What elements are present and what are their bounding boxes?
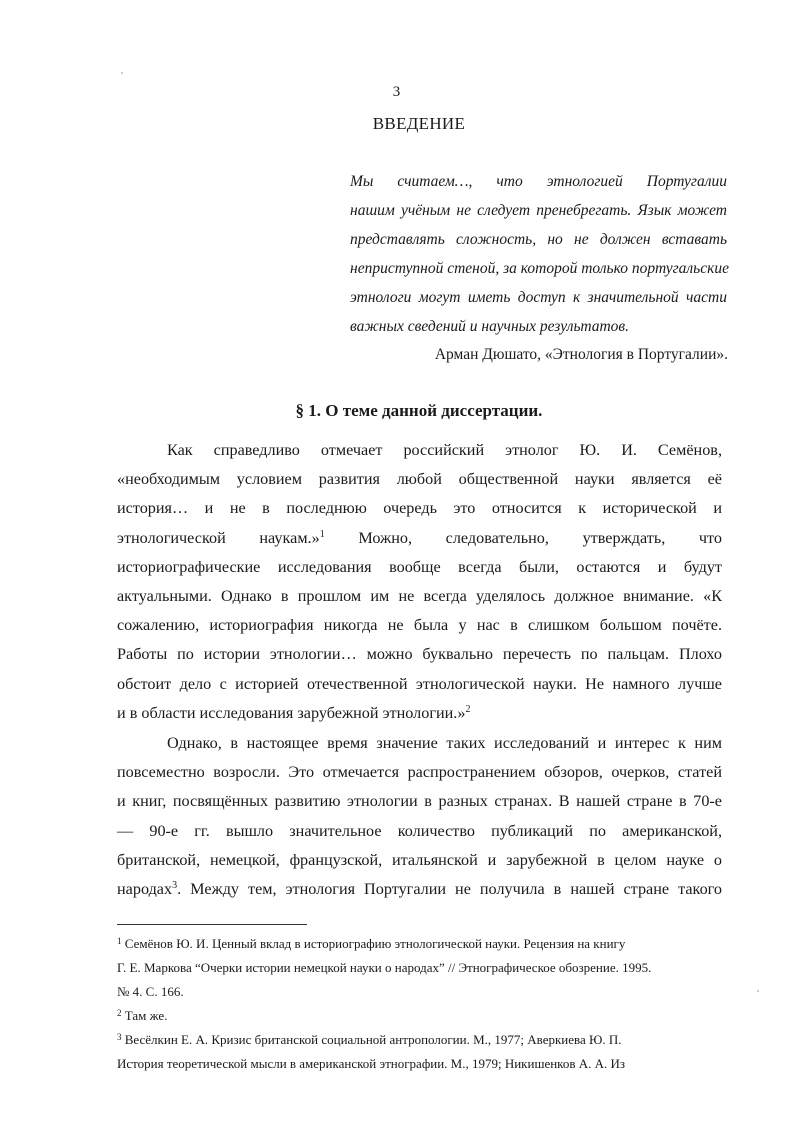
text-segment: этнологической наукам.» [117,528,320,547]
text-line: «необходимым условием развития любой общественной науки является её [117,470,722,489]
footnote-mark: 3 [117,1032,122,1042]
footnote-ref[interactable]: 3 [172,879,178,891]
text-segment: . Между тем, этнология Португалии не получила в нашей стране такого [177,879,722,898]
footnote-text: История теоретической мысли в американской этнографии. М., 1979; Никишенков А. А. Из [117,1056,626,1071]
paragraph-2 [117,729,722,904]
text-line: актуальными. Однако в прошлом им не всегда уделялось должное внимание. «К [117,586,722,605]
paragraph-1 [117,436,722,728]
page-title: ВВЕДЕНИЕ [372,114,466,133]
epigraph [350,167,730,341]
text-line: Как справедливо отмечает российский этнолог Ю. И. Семёнов, [167,441,722,459]
text-line [117,875,722,904]
footnote-text: № 4. С. 166. [117,984,184,999]
text-line: Работы по истории этнологии… можно буквально перечесть по пальцам. Плохо [117,645,722,664]
text-line: — 90-е гг. вышло значительное количество публикаций по американской, [117,821,722,840]
section-heading: § 1. О теме данной диссертации. [295,401,543,420]
footnote-divider [117,924,307,925]
footnote-text: Г. Е. Маркова “Очерки истории немецкой науки о народах” // Этнографическое обозрение. 1995. [117,960,652,975]
footnote-ref[interactable]: 2 [465,703,471,715]
epigraph-line: представлять сложность, но не должен вставать [350,231,727,248]
epigraph-line: важных сведений и научных результатов. [350,318,629,335]
scan-speck [757,990,759,992]
text-segment: Можно, следовательно, утверждать, что [324,528,722,547]
text-line: британской, немецкой, французской, итальянской и зарубежной в целом науке о [117,850,722,869]
text-line: историографические исследования вообще всегда были, остаются и будут [117,557,722,576]
footnote-mark: 2 [117,1008,122,1018]
text-line: обстоит дело с историей отечественной этнологической науки. Не намного лучше [117,674,722,693]
footnote-text: Семёнов Ю. И. Ценный вклад в историографию этнологической науки. Рецензия на книгу [121,936,626,951]
text-line [117,524,722,553]
text-line: Однако, в настоящее время значение таких исследований и интерес к ним [167,734,722,752]
footnote-2 [117,1004,727,1028]
text-line: повсеместно возросли. Это отмечается распространением обзоров, очерков, статей [117,763,722,782]
page-number: 3 [392,84,401,100]
footnote-3 [117,1028,727,1052]
scan-speck [121,72,123,74]
epigraph-attribution: Арман Дюшато, «Этнология в Португалии». [434,346,728,363]
text-segment: и в области исследования зарубежной этнологии.» [117,703,466,722]
epigraph-line: неприступной стеной, за которой только португальские [350,260,730,277]
footnote-1 [117,932,727,956]
footnote-text: Весёлкин Е. А. Кризис британской социальной антропологии. М., 1977; Аверкиева Ю. П. [121,1032,622,1047]
footnotes [117,932,727,1076]
epigraph-line: нашим учёным не следует пренебрегать. Язык может [350,202,727,219]
text-line [117,699,722,728]
footnote-ref[interactable]: 1 [319,528,325,540]
footnote-mark: 1 [117,936,122,946]
epigraph-line: этнологи могут иметь доступ к значительной части [350,289,727,306]
text-line: и книг, посвящённых развитию этнологии в разных странах. В нашей стране в 70-е [117,792,722,811]
footnote-text: Там же. [121,1008,168,1023]
text-line: сожалению, историография никогда не была у нас в слишком большом почёте. [117,616,722,635]
text-segment: народах [117,879,173,898]
epigraph-line: Мы считаем…, что этнологией Португалии [350,173,727,190]
text-line: история… и не в последнюю очередь это относится к исторической и [117,499,722,518]
